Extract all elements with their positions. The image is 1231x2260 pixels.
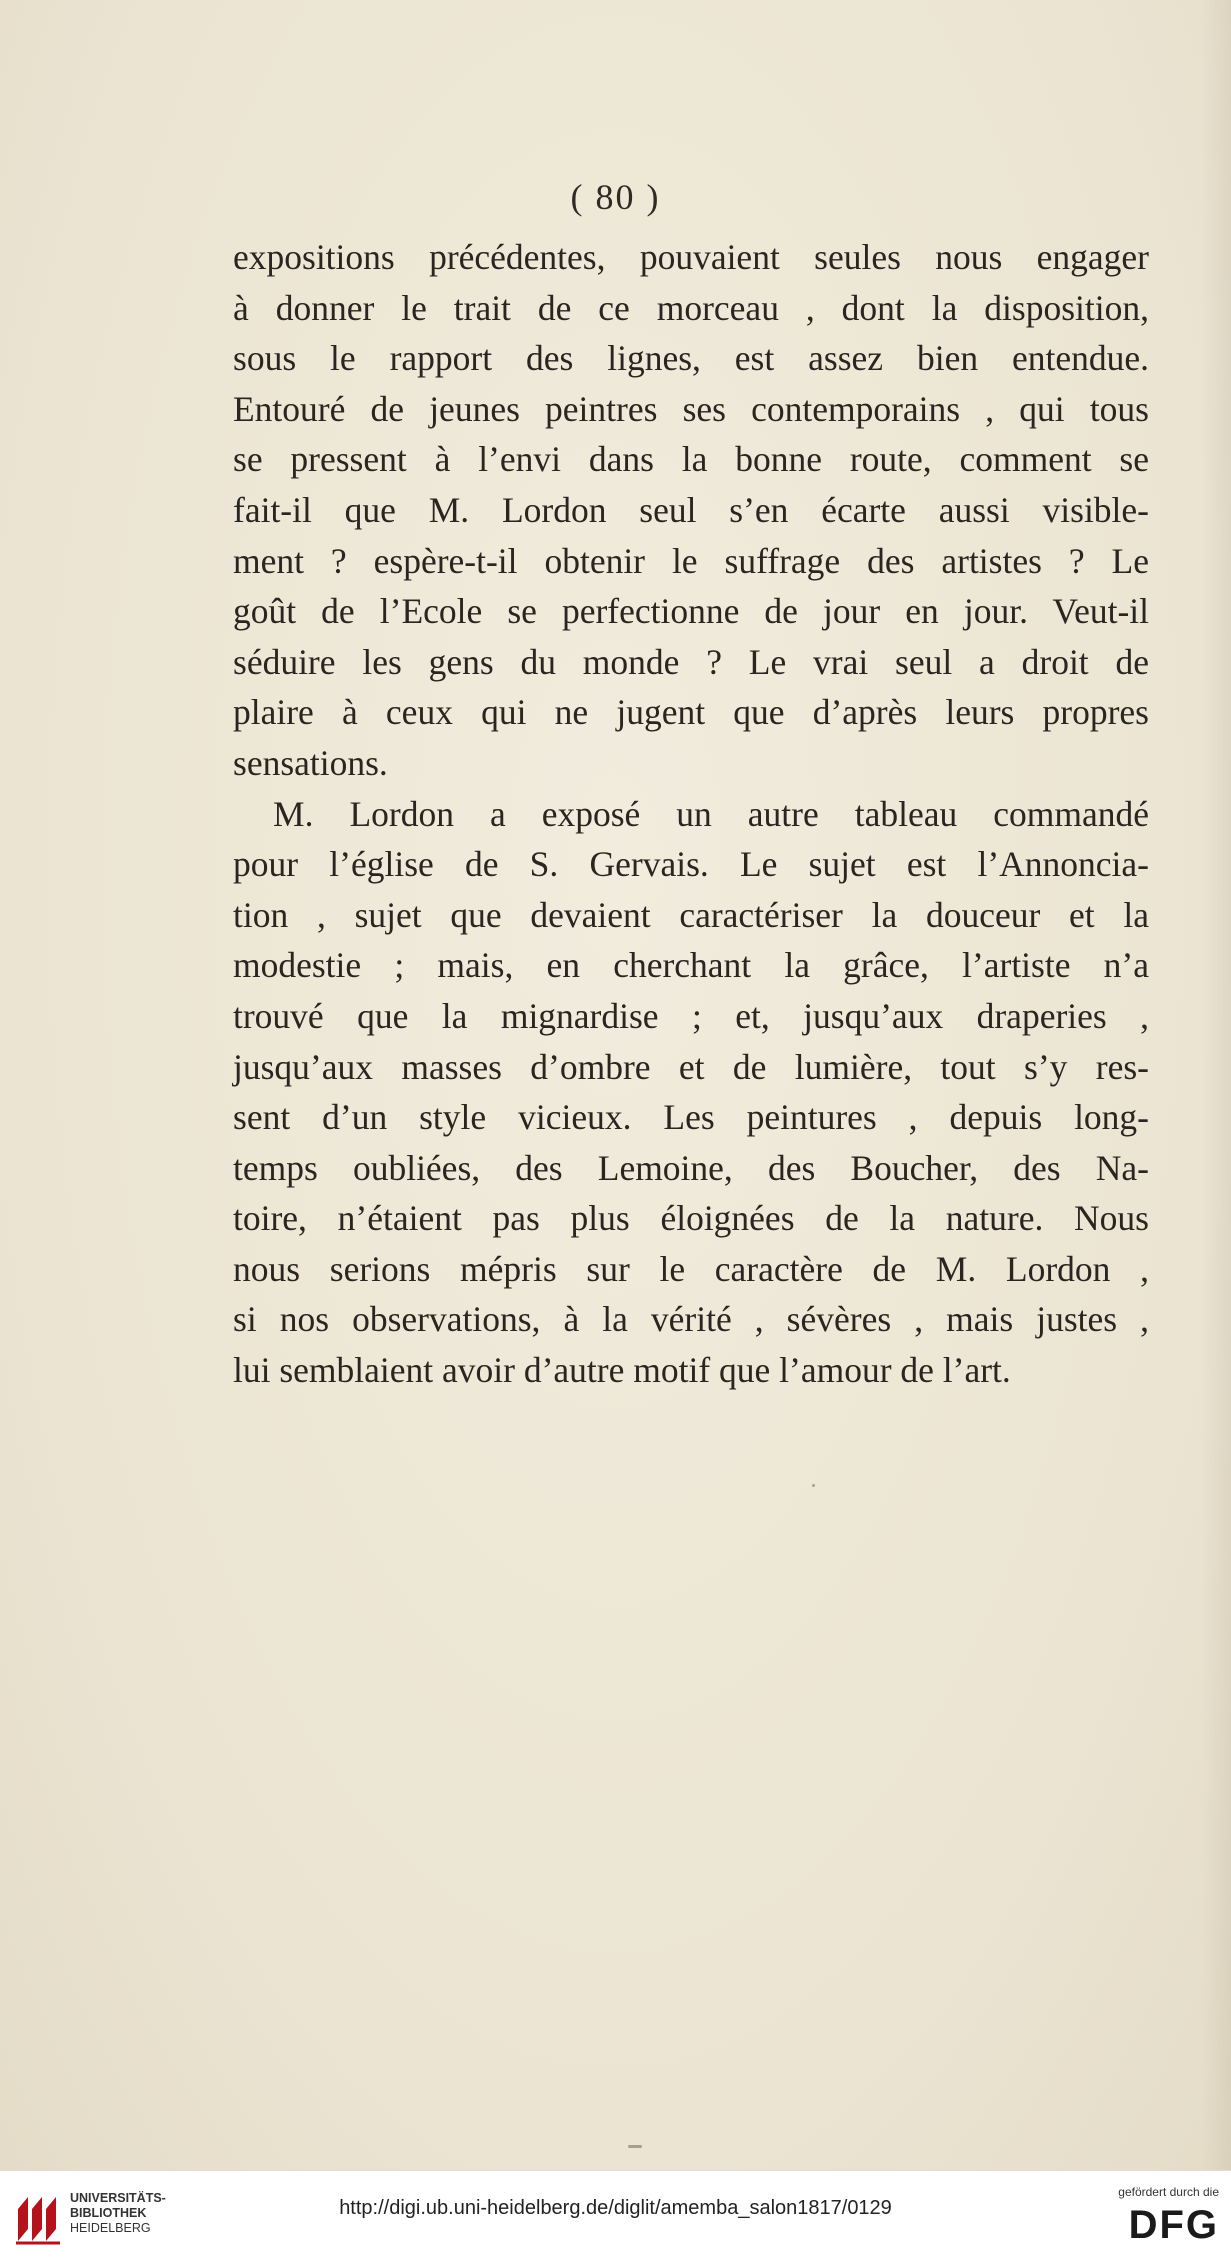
text-line: à donner le trait de ce morceau , dont la disposition,: [233, 287, 1149, 328]
page-number: ( 80 ): [570, 177, 661, 217]
text-line: modestie ; mais, en cherchant la grâce, l’artiste n’a: [233, 945, 1149, 986]
funding-label: gefördert durch die: [1118, 2185, 1219, 2199]
text-line: ment ? espère-t-il obtenir le suffrage des artistes ? Le: [233, 540, 1149, 581]
text-line: jusqu’aux masses d’ombre et de lumière, tout s’y res-: [233, 1046, 1149, 1087]
institution-line: UNIVERSITÄTS-: [70, 2191, 166, 2205]
text-line: temps oubliées, des Lemoine, des Boucher, des Na-: [233, 1147, 1149, 1188]
text-line: goût de l’Ecole se perfectionne de jour en jour. Veut-il: [233, 591, 1149, 632]
text-line: nous serions mépris sur le caractère de M. Lordon ,: [233, 1248, 1149, 1289]
text-line: pour l’église de S. Gervais. Le sujet est l’Annoncia-: [233, 844, 1149, 885]
text-line: si nos observations, à la vérité , sévères , mais justes ,: [233, 1299, 1149, 1340]
page-edge-shadow: [1201, 0, 1231, 2170]
text-line: lui semblaient avoir d’autre motif que l’amour de l’art.: [233, 1350, 1011, 1391]
text-line: toire, n’étaient pas plus éloignées de la nature. Nous: [233, 1198, 1149, 1239]
text-line: se pressent à l’envi dans la bonne route, comment se: [233, 439, 1149, 480]
permalink-url[interactable]: http://digi.ub.uni-heidelberg.de/diglit/amemba_salon1817/0129: [339, 2197, 892, 2219]
text-line: trouvé que la mignardise ; et, jusqu’aux draperies ,: [233, 995, 1149, 1036]
paper-speck: [628, 2145, 642, 2148]
text-line: tion , sujet que devaient caractériser la douceur et la: [233, 894, 1149, 935]
institution-line: HEIDELBERG: [70, 2221, 151, 2235]
text-line: sous le rapport des lignes, est assez bien entendue.: [233, 338, 1149, 379]
paragraph-2: [233, 789, 1149, 1396]
dfg-logo-icon[interactable]: DFG: [1128, 2203, 1219, 2247]
text-line: M. Lordon a exposé un autre tableau commandé: [273, 793, 1149, 834]
text-line: fait-il que M. Lordon seul s’en écarte aussi visible-: [233, 489, 1149, 530]
institution-line: BIBLIOTHEK: [70, 2206, 147, 2220]
footer-bar: [0, 2170, 1231, 2260]
text-line: séduire les gens du monde ? Le vrai seul a droit de: [233, 641, 1149, 682]
paper-speck: [812, 1484, 815, 1487]
text-line: plaire à ceux qui ne jugent que d’après leurs propres: [233, 692, 1149, 733]
paragraph-1: [233, 232, 1149, 789]
text-line: expositions précédentes, pouvaient seules nous engager: [233, 237, 1149, 277]
text-line: sent d’un style vicieux. Les peintures , depuis long-: [233, 1097, 1149, 1138]
text-line: Entouré de jeunes peintres ses contemporains , qui tous: [233, 388, 1149, 429]
body-text: [233, 232, 1149, 1396]
text-line: sensations.: [233, 742, 388, 783]
funding-notice: [1089, 2185, 1219, 2245]
